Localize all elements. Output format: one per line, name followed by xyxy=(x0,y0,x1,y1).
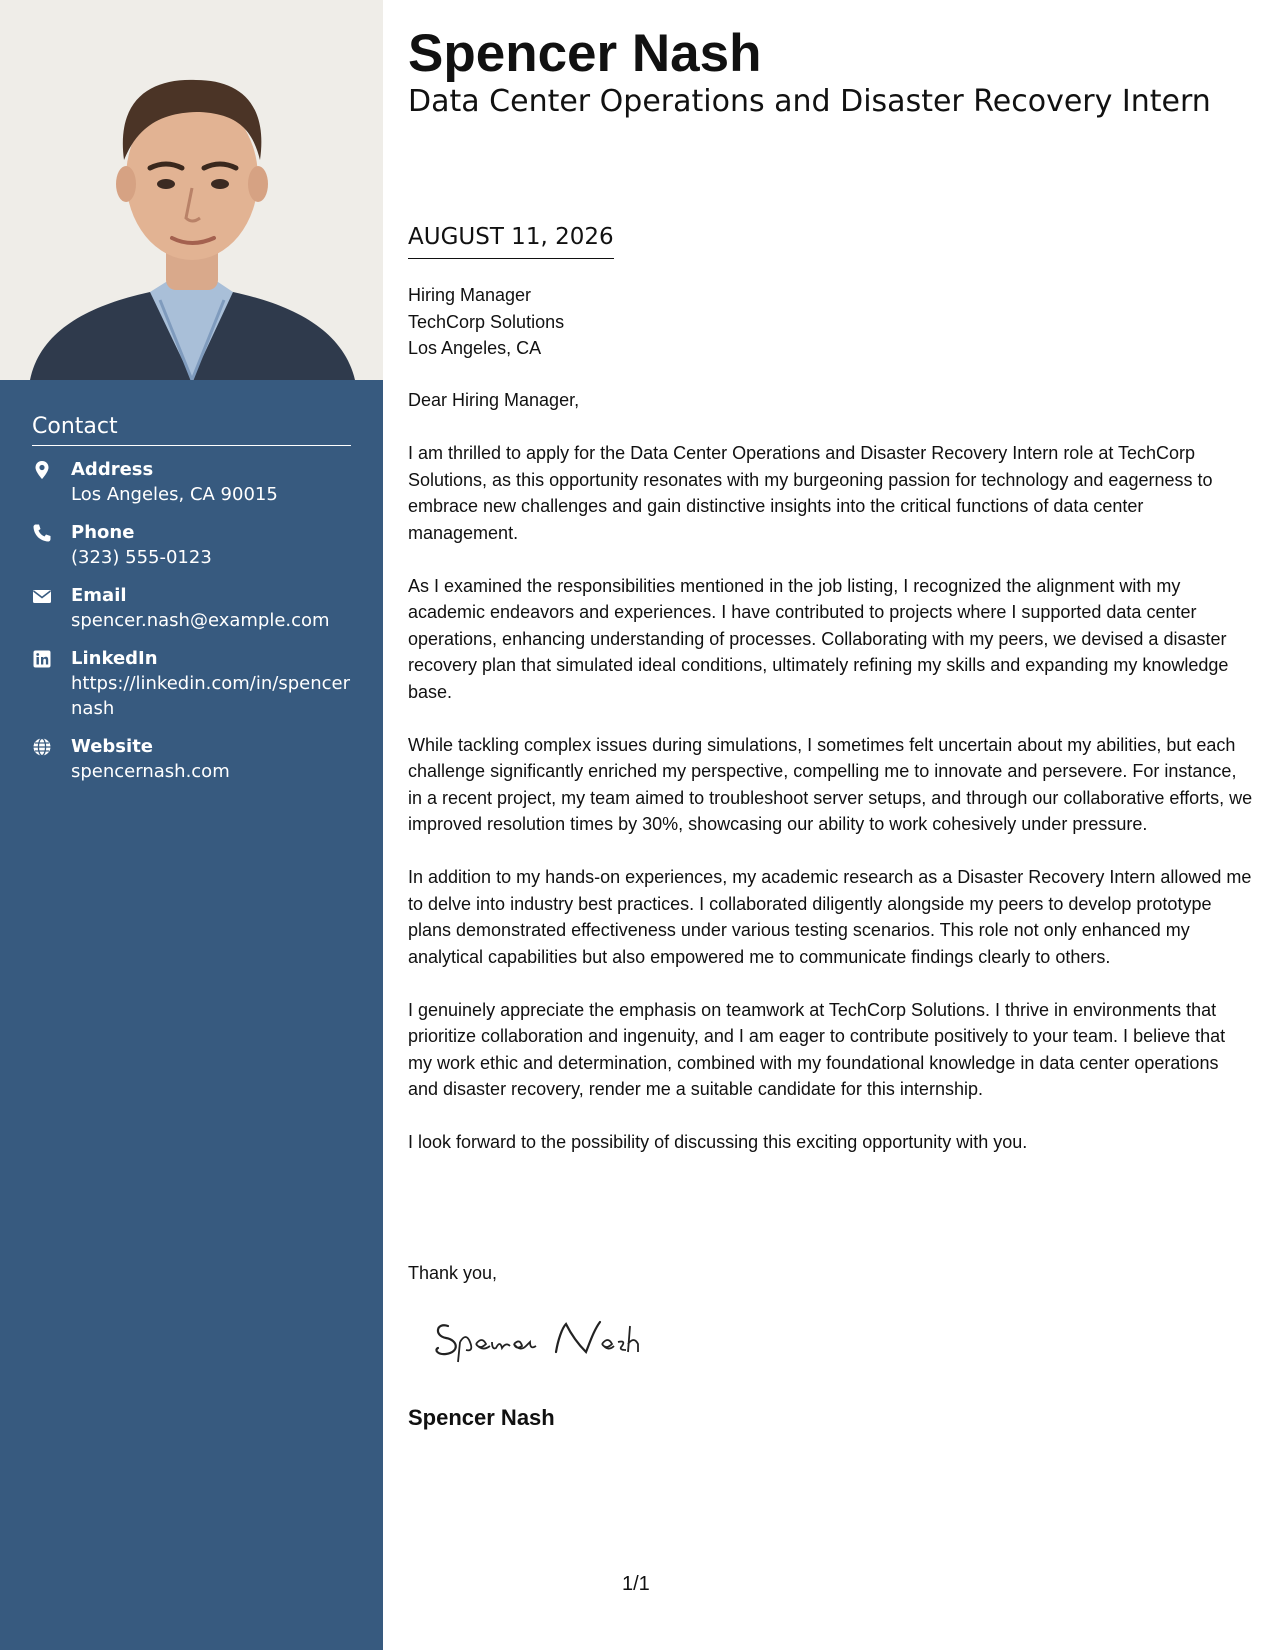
contact-item-email xyxy=(32,583,351,633)
phone-label: Phone xyxy=(71,522,135,543)
contact-item-linkedin xyxy=(32,646,351,721)
letter-date: AUGUST 11, 2026 xyxy=(408,222,614,259)
contact-item-address xyxy=(32,457,351,507)
body-paragraph: As I examined the responsibilities mentioned in the job listing, I recognized the alignment with my academic endeavors and experiences. I have contributed to projects where I supported data center operations, enhancing understanding of processes. Collaborating with my peers, we devised a disaster recovery plan that simulated ideal conditions, ultimately refining my skills and expanding my knowledge base. xyxy=(408,575,1229,702)
contact-divider xyxy=(32,445,351,446)
handwritten-signature xyxy=(430,1312,670,1368)
contact-list xyxy=(32,457,351,784)
envelope-icon xyxy=(32,586,52,606)
body-paragraph: While tackling complex issues during simulations, I sometimes felt uncertain about my abilities, but each challenge significantly enriched my perspective, compelling me to innovate and persevere. For instance, in a recent project, my team aimed to troubleshoot server setups, and through our collaborative efforts, we improved resolution times by 30%, showcasing our ability to work cohesively under pressure. xyxy=(408,734,1253,834)
website-label: Website xyxy=(71,736,154,757)
body-paragraph: I genuinely appreciate the emphasis on teamwork at TechCorp Solutions. I thrive in environments that prioritize collaboration and ingenuity, and I am eager to contribute positively to your team. I believe that my work ethic and determination, combined with my foundational knowledge in data center operations and disaster recovery, render me a suitable candidate for this internship. xyxy=(408,999,1226,1099)
linkedin-icon xyxy=(32,649,52,669)
address-value: Los Angeles, CA 90015 xyxy=(71,484,278,505)
email-value[interactable]: spencer.nash@example.com xyxy=(71,610,330,631)
recipient-line: TechCorp Solutions xyxy=(408,311,565,332)
letter-body xyxy=(408,387,1253,1182)
recipient-block xyxy=(408,282,564,362)
recipient-line: Los Angeles, CA xyxy=(408,338,542,358)
linkedin-label: LinkedIn xyxy=(71,648,158,669)
recipient-line: Hiring Manager xyxy=(408,285,532,305)
page-number: 1/1 xyxy=(622,1573,650,1595)
job-title: Data Center Operations and Disaster Recovery Intern xyxy=(408,84,1211,119)
profile-photo xyxy=(0,0,383,380)
contact-section xyxy=(32,412,351,797)
salutation: Dear Hiring Manager, xyxy=(408,390,580,410)
contact-item-phone xyxy=(32,520,351,570)
address-label: Address xyxy=(71,459,154,480)
map-pin-icon xyxy=(32,460,52,480)
body-paragraph: In addition to my hands-on experiences, my academic research as a Disaster Recovery Intern allowed me to delve into industry best practices. I collaborated diligently alongside my peers to develop prototype plans demonstrated effectiveness under various testing scenarios. This role not only enhanced my analytical capabilities but also empowered me to communicate findings clearly to others. xyxy=(408,867,1252,967)
signature-image xyxy=(430,1312,670,1368)
body-paragraph: I am thrilled to apply for the Data Center Operations and Disaster Recovery Intern role at TechCorp Solutions, as this opportunity resonates with my burgeoning passion for technology and eagerness to embrace new challenges and gain distinctive insights into the critical functions of data center management. xyxy=(408,443,1213,543)
linkedin-value[interactable]: https://linkedin.com/in/spencernash xyxy=(71,673,350,719)
body-paragraph: I look forward to the possibility of discussing this exciting opportunity with you. xyxy=(408,1132,1028,1152)
contact-title: Contact xyxy=(32,414,118,439)
contact-item-website xyxy=(32,734,351,784)
candidate-name: Spencer Nash xyxy=(408,24,762,83)
website-value[interactable]: spencernash.com xyxy=(71,761,230,782)
profile-photo-image xyxy=(0,0,383,380)
email-label: Email xyxy=(71,585,127,606)
closing: Thank you, xyxy=(408,1263,498,1283)
phone-icon xyxy=(32,523,52,543)
sidebar xyxy=(0,0,383,1650)
signer-name: Spencer Nash xyxy=(408,1405,555,1430)
phone-value[interactable]: (323) 555-0123 xyxy=(71,547,212,568)
globe-icon xyxy=(32,737,52,757)
